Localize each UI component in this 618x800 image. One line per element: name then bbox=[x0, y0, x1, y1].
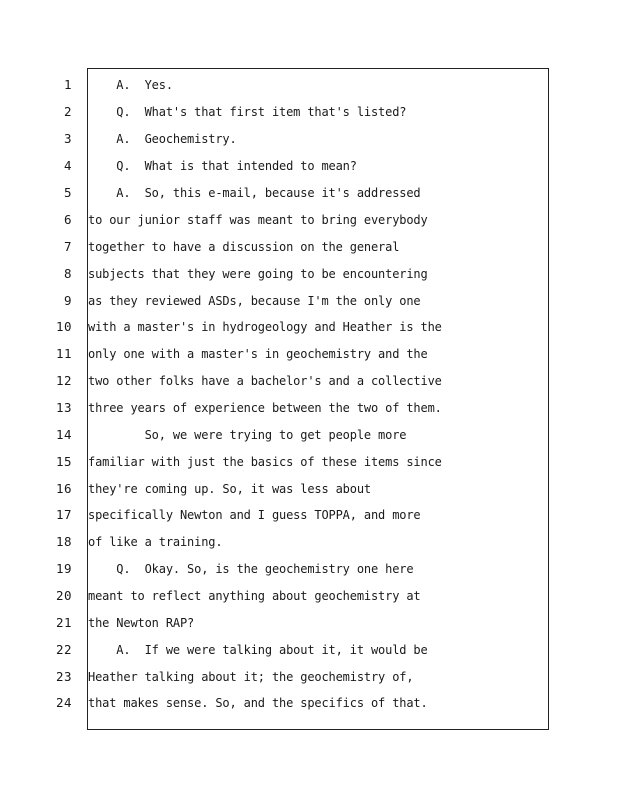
line-text: they're coming up. So, it was less about bbox=[88, 482, 371, 496]
line-text: the Newton RAP? bbox=[88, 616, 195, 630]
line-number: 3 bbox=[63, 131, 72, 146]
line-number: 5 bbox=[63, 185, 72, 200]
line-text: two other folks have a bachelor's and a collective bbox=[88, 374, 442, 388]
line-text: So, we were trying to get people more bbox=[88, 428, 407, 442]
line-number: 20 bbox=[55, 588, 72, 603]
line-text: A. If we were talking about it, it would be bbox=[88, 643, 428, 657]
line-text: A. So, this e-mail, because it's addressed bbox=[88, 186, 421, 200]
line-text: together to have a discussion on the general bbox=[88, 240, 400, 254]
line-number: 19 bbox=[55, 561, 72, 576]
line-number: 11 bbox=[55, 346, 72, 361]
line-number: 7 bbox=[63, 239, 72, 254]
line-text: Q. What is that intended to mean? bbox=[88, 159, 357, 173]
line-number: 8 bbox=[63, 266, 72, 281]
line-text: specifically Newton and I guess TOPPA, and more bbox=[88, 508, 421, 522]
line-number: 15 bbox=[55, 454, 72, 469]
line-text: of like a training. bbox=[88, 535, 223, 549]
line-text: Q. What's that first item that's listed? bbox=[88, 105, 407, 119]
line-text: that makes sense. So, and the specifics of that. bbox=[88, 696, 428, 710]
line-number: 2 bbox=[63, 104, 72, 119]
line-number: 22 bbox=[55, 642, 72, 657]
line-number: 4 bbox=[63, 158, 72, 173]
line-number: 21 bbox=[55, 615, 72, 630]
line-text: Q. Okay. So, is the geochemistry one here bbox=[88, 562, 414, 576]
line-number: 13 bbox=[55, 400, 72, 415]
line-text: familiar with just the basics of these items since bbox=[88, 455, 442, 469]
line-number: 16 bbox=[55, 481, 72, 496]
line-text: subjects that they were going to be encountering bbox=[88, 267, 428, 281]
line-number: 23 bbox=[55, 669, 72, 684]
line-number: 6 bbox=[63, 212, 72, 227]
line-number: 14 bbox=[55, 427, 72, 442]
line-text: as they reviewed ASDs, because I'm the only one bbox=[88, 294, 421, 308]
line-text: three years of experience between the two of them. bbox=[88, 401, 442, 415]
line-number: 24 bbox=[55, 695, 72, 710]
line-number: 1 bbox=[63, 77, 72, 92]
line-text: to our junior staff was meant to bring everybody bbox=[88, 213, 428, 227]
line-text: with a master's in hydrogeology and Heather is the bbox=[88, 320, 442, 334]
line-number: 10 bbox=[55, 319, 72, 334]
line-number: 18 bbox=[55, 534, 72, 549]
line-text: Heather talking about it; the geochemistry of, bbox=[88, 670, 414, 684]
line-text: A. Yes. bbox=[88, 78, 173, 92]
line-number: 17 bbox=[55, 507, 72, 522]
line-text: only one with a master's in geochemistry and the bbox=[88, 347, 428, 361]
line-text: A. Geochemistry. bbox=[88, 132, 237, 146]
line-number: 9 bbox=[63, 293, 72, 308]
line-text: meant to reflect anything about geochemistry at bbox=[88, 589, 421, 603]
line-number: 12 bbox=[55, 373, 72, 388]
